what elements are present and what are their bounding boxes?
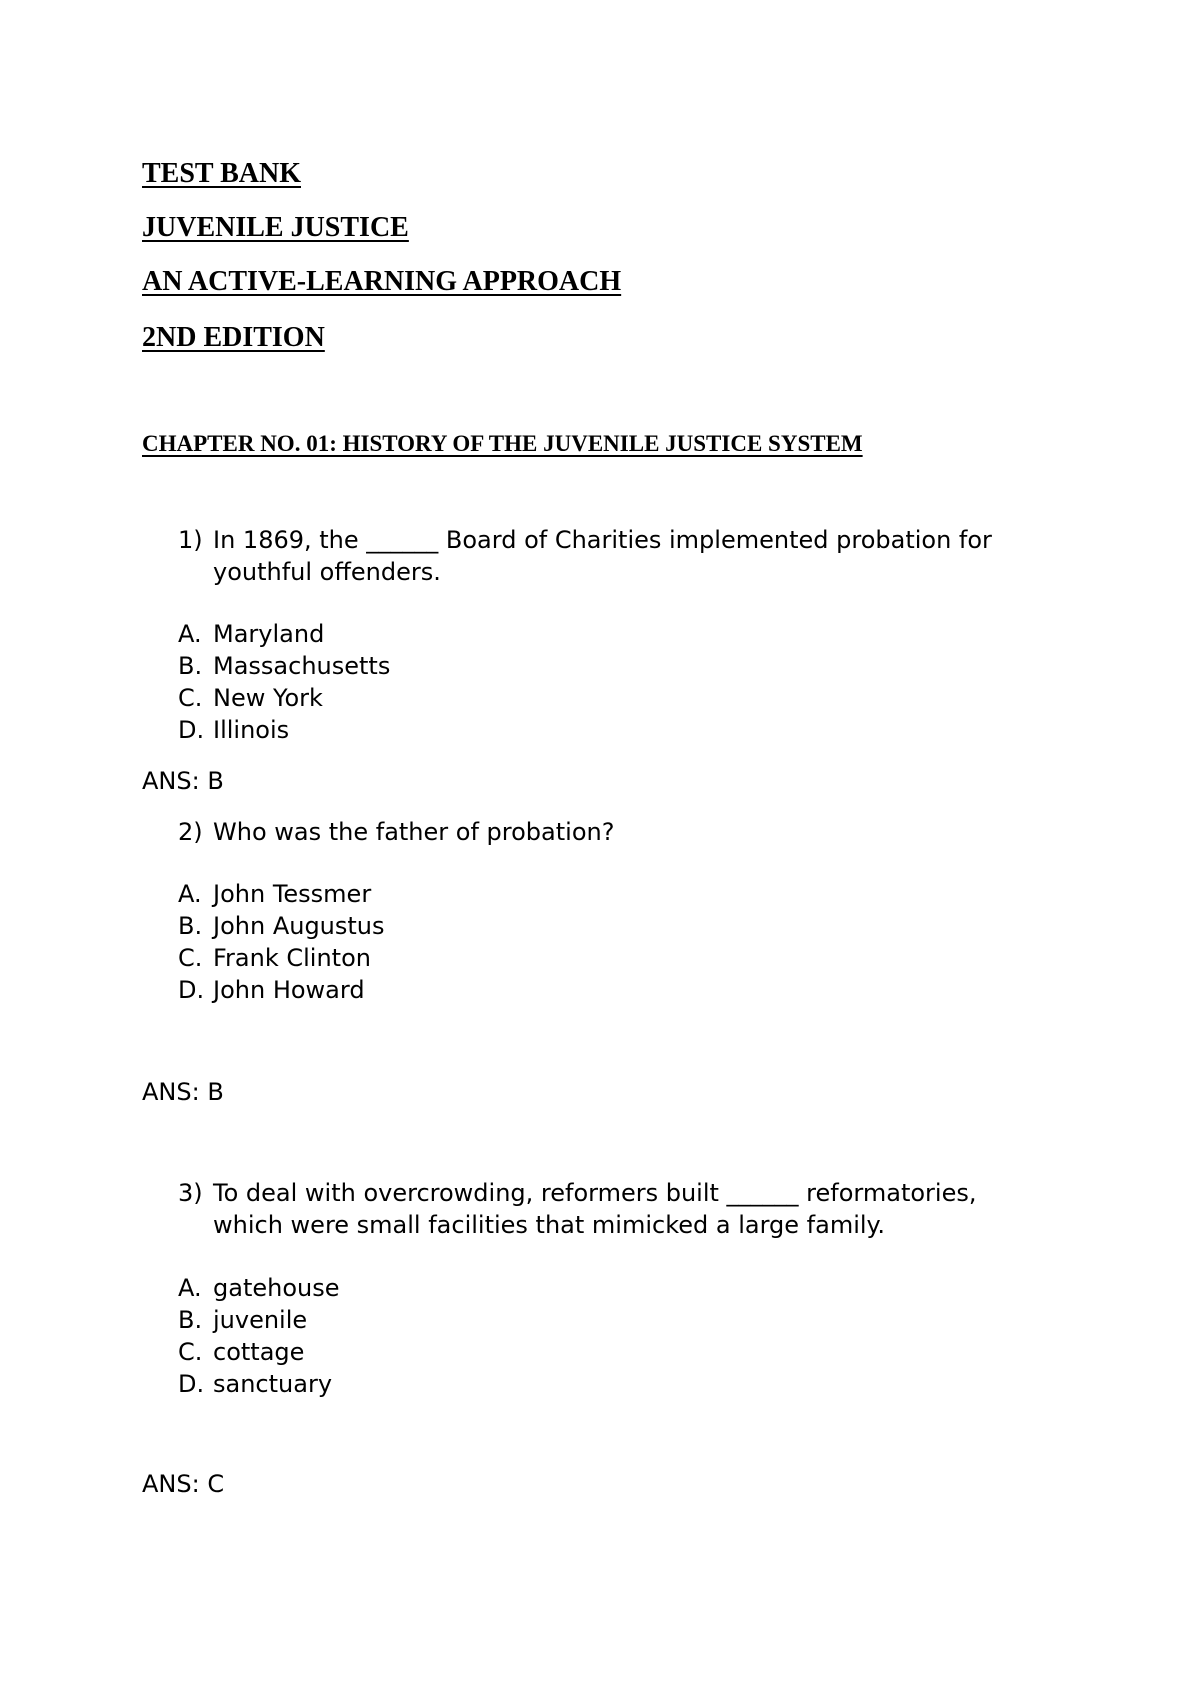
option-letter: D. [178, 1370, 205, 1398]
answer-key: ANS: B [142, 1078, 224, 1106]
option-text: Illinois [213, 716, 290, 744]
option-d [178, 1368, 332, 1400]
option-text: sanctuary [213, 1370, 333, 1398]
header-book-subtitle: AN ACTIVE-LEARNING APPROACH [142, 266, 622, 297]
header-edition: 2ND EDITION [142, 322, 325, 353]
option-letter: C. [178, 684, 203, 712]
option-c [178, 682, 323, 714]
option-letter: C. [178, 1338, 203, 1366]
option-letter: B. [178, 652, 203, 680]
option-text: juvenile [213, 1306, 308, 1334]
option-text: Massachusetts [213, 652, 391, 680]
question-text: Who was the father of probation? [213, 818, 615, 846]
option-letter: A. [178, 1274, 202, 1302]
option-c [178, 1336, 304, 1368]
option-b [178, 650, 390, 682]
option-text: John Augustus [213, 912, 385, 940]
option-letter: D. [178, 976, 205, 1004]
question-number: 3) [178, 1179, 203, 1207]
option-b [178, 910, 385, 942]
answer-key: ANS: B [142, 767, 224, 795]
option-letter: A. [178, 620, 202, 648]
chapter-title: CHAPTER NO. 01: HISTORY OF THE JUVENILE JUSTICE SYSTEM [142, 431, 863, 456]
option-text: John Tessmer [213, 880, 372, 908]
option-text: gatehouse [213, 1274, 340, 1302]
option-text: Maryland [213, 620, 325, 648]
answer-key: ANS: C [142, 1470, 225, 1498]
option-text: John Howard [213, 976, 365, 1004]
question-text: In 1869, the ______ Board of Charities implemented probation for youthful offenders. [213, 526, 992, 586]
option-text: cottage [213, 1338, 305, 1366]
option-letter: C. [178, 944, 203, 972]
option-a [178, 1272, 340, 1304]
option-a [178, 878, 371, 910]
option-letter: A. [178, 880, 202, 908]
question-text: To deal with overcrowding, reformers built ______ reformatories, which were small facilities that mimicked a large family. [213, 1179, 977, 1239]
option-d [178, 974, 365, 1006]
option-letter: B. [178, 912, 203, 940]
option-d [178, 714, 289, 746]
option-b [178, 1304, 307, 1336]
option-c [178, 942, 371, 974]
header-test-bank: TEST BANK [142, 158, 301, 189]
option-a [178, 618, 324, 650]
question-number: 2) [178, 818, 203, 846]
option-text: New York [213, 684, 323, 712]
option-text: Frank Clinton [213, 944, 371, 972]
header-book-title: JUVENILE JUSTICE [142, 212, 409, 243]
question-number: 1) [178, 526, 203, 554]
option-letter: B. [178, 1306, 203, 1334]
option-letter: D. [178, 716, 205, 744]
